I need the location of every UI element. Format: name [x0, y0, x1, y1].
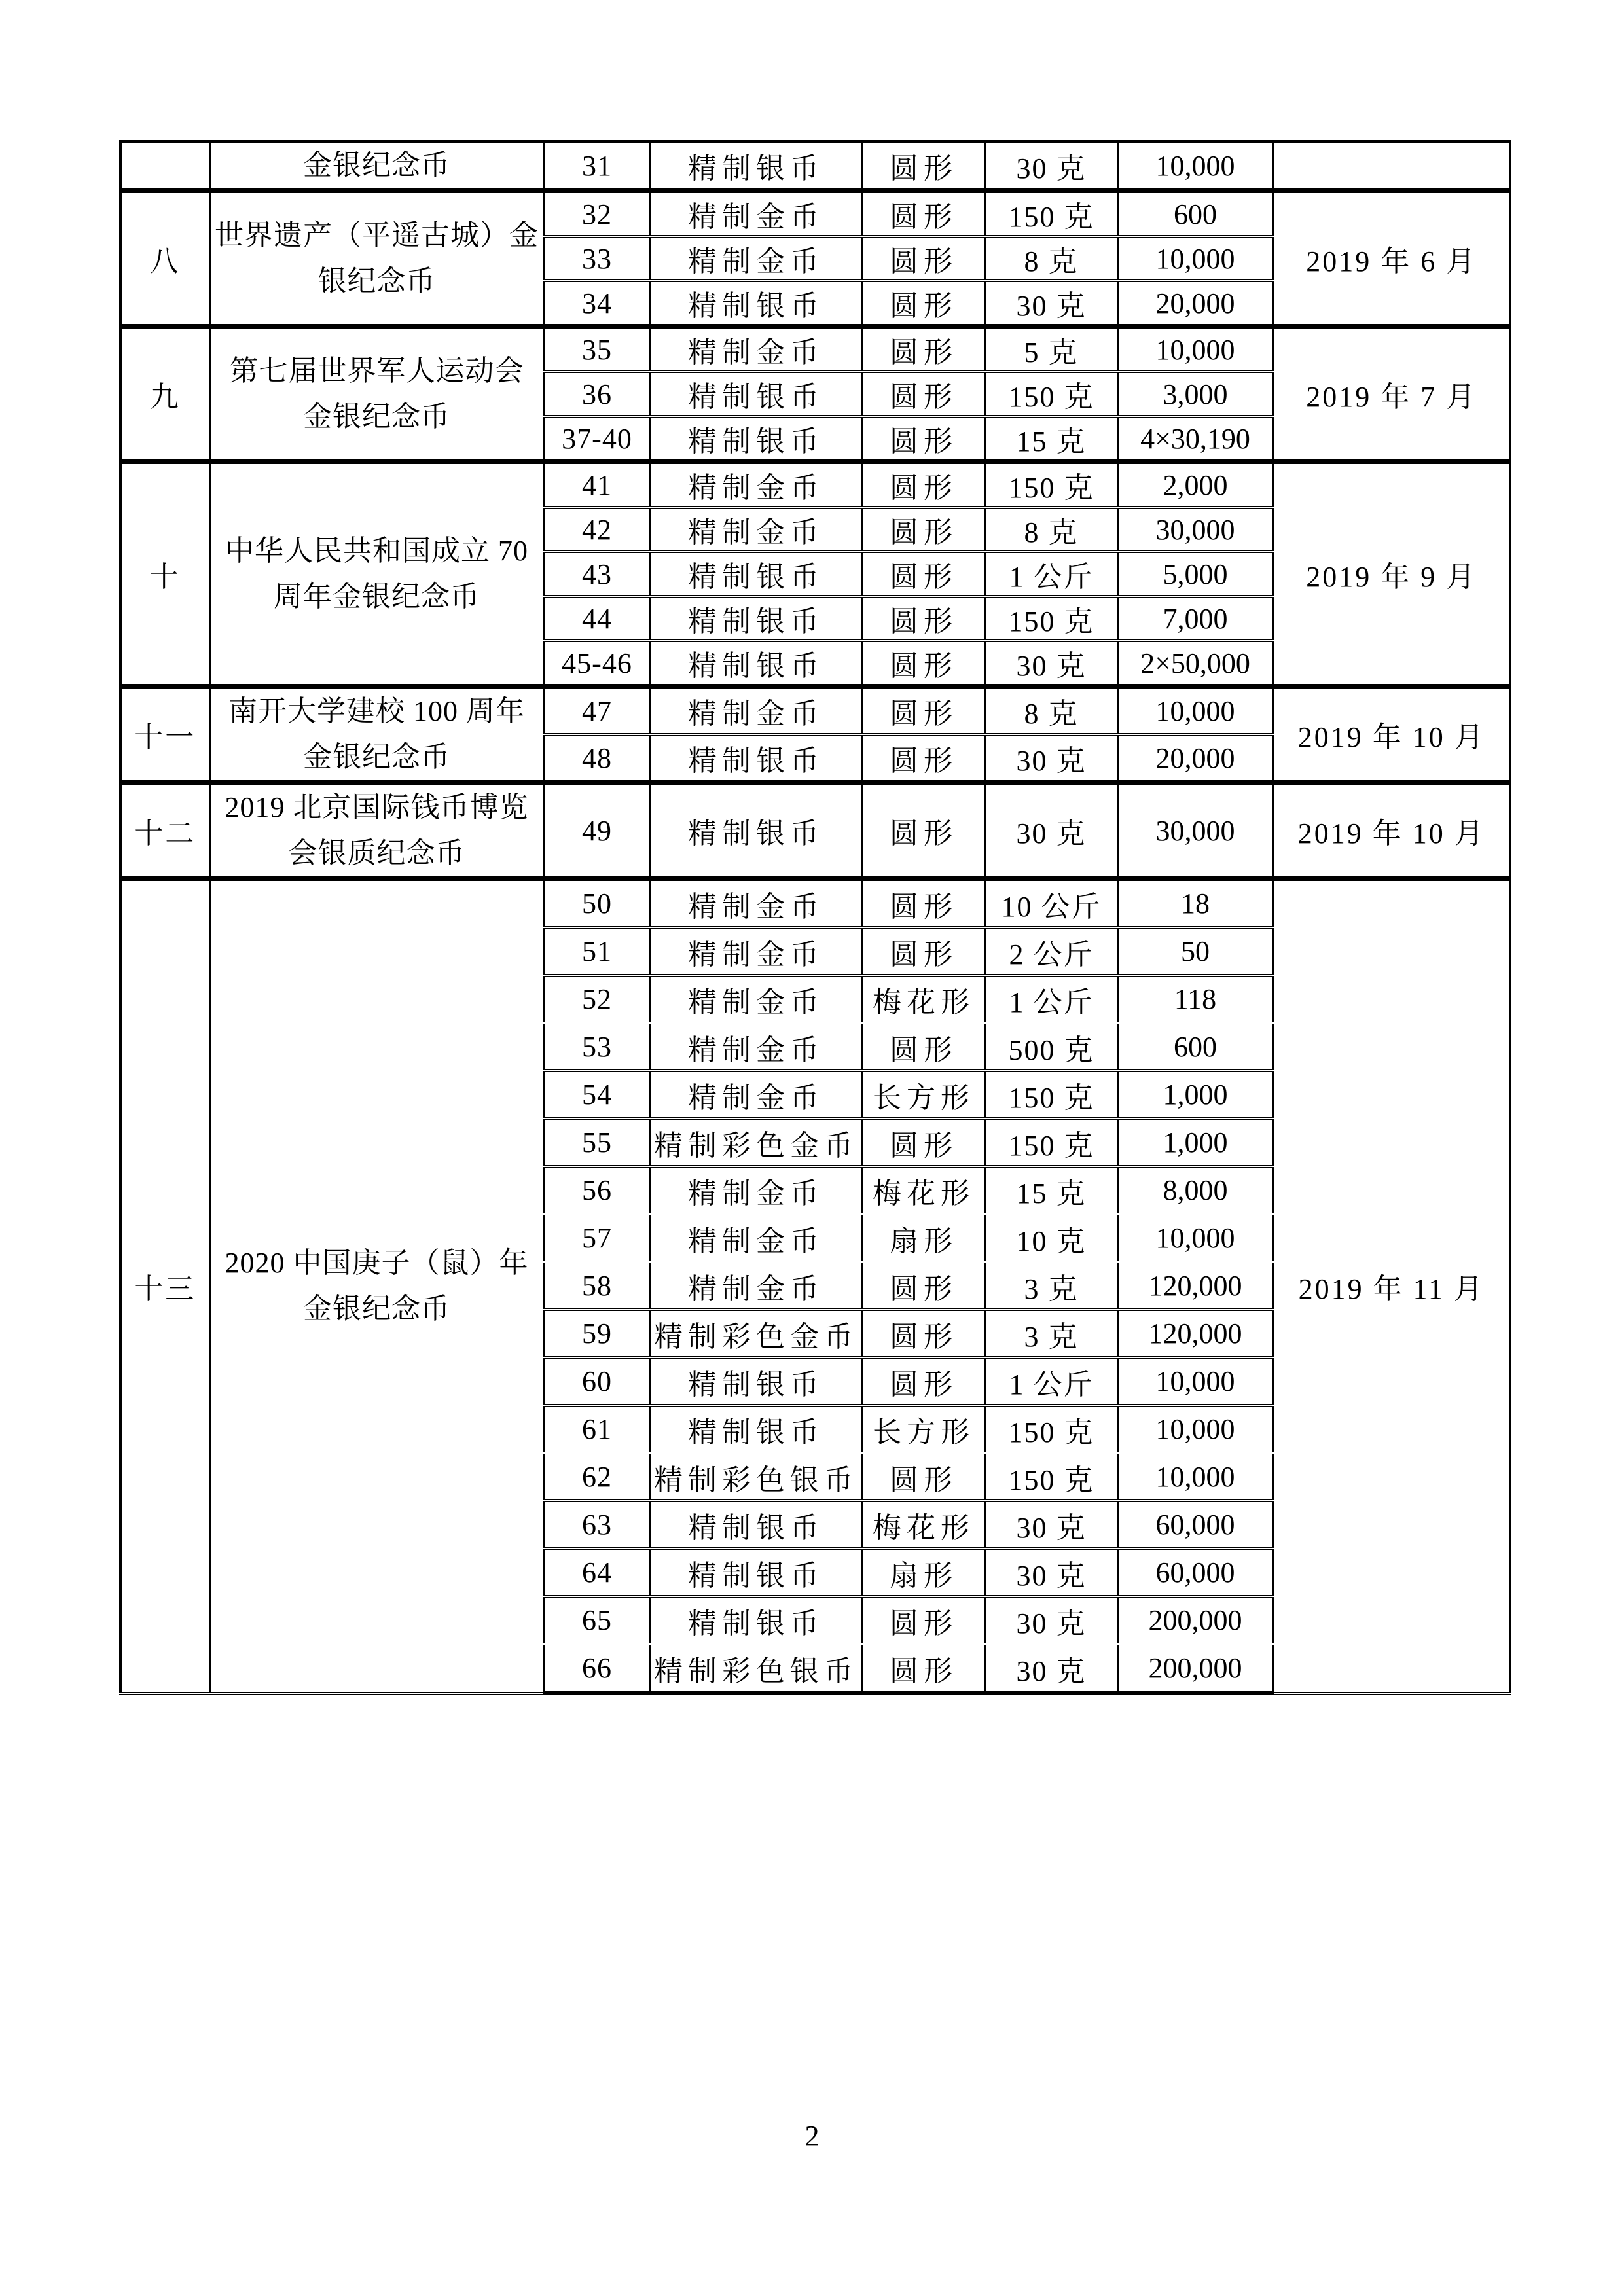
shape-cell: 圆形	[862, 879, 985, 928]
serial-cell: 41	[544, 462, 650, 508]
weight-cell: 500 克	[985, 1023, 1117, 1071]
type-cell: 精制银币	[650, 281, 862, 327]
type-cell: 精制金币	[650, 879, 862, 928]
weight-cell: 15 克	[985, 416, 1117, 462]
serial-cell: 63	[544, 1501, 650, 1549]
shape-cell: 圆形	[862, 641, 985, 687]
mintage-cell: 10,000	[1117, 1453, 1273, 1501]
type-cell: 精制金币	[650, 236, 862, 281]
mintage-cell: 118	[1117, 975, 1273, 1023]
weight-cell: 1 公斤	[985, 975, 1117, 1023]
serial-cell: 66	[544, 1644, 650, 1693]
type-cell: 精制金币	[650, 1262, 862, 1310]
project-cell	[209, 687, 544, 783]
weight-cell: 30 克	[985, 1501, 1117, 1549]
type-cell: 精制金币	[650, 1166, 862, 1214]
weight-cell: 15 克	[985, 1166, 1117, 1214]
serial-cell: 56	[544, 1166, 650, 1214]
type-cell: 精制金币	[650, 1023, 862, 1071]
date-cell	[1273, 141, 1510, 191]
mintage-cell: 120,000	[1117, 1262, 1273, 1310]
mintage-cell: 600	[1117, 1023, 1273, 1071]
type-cell: 精制银币	[650, 1405, 862, 1453]
weight-cell: 30 克	[985, 641, 1117, 687]
page-number: 2	[804, 2120, 820, 2152]
mintage-cell: 20,000	[1117, 281, 1273, 327]
weight-cell: 150 克	[985, 1405, 1117, 1453]
type-cell: 精制金币	[650, 507, 862, 552]
shape-cell: 圆形	[862, 141, 985, 191]
mintage-cell: 4×30,190	[1117, 416, 1273, 462]
mintage-cell: 30,000	[1117, 783, 1273, 879]
type-cell: 精制银币	[650, 596, 862, 641]
serial-cell: 35	[544, 327, 650, 372]
shape-cell: 梅花形	[862, 975, 985, 1023]
coin-table-body	[120, 141, 1510, 1693]
mintage-cell: 10,000	[1117, 327, 1273, 372]
weight-cell: 2 公斤	[985, 927, 1117, 975]
mintage-cell: 10,000	[1117, 1214, 1273, 1262]
serial-cell: 36	[544, 372, 650, 416]
shape-cell: 圆形	[862, 327, 985, 372]
weight-cell: 1 公斤	[985, 552, 1117, 596]
mintage-cell: 10,000	[1117, 687, 1273, 735]
section-cell: 十二	[120, 783, 209, 879]
type-cell: 精制金币	[650, 191, 862, 237]
weight-cell: 150 克	[985, 191, 1117, 237]
type-cell: 精制银币	[650, 552, 862, 596]
weight-cell: 30 克	[985, 1549, 1117, 1596]
weight-cell: 3 克	[985, 1310, 1117, 1357]
shape-cell: 圆形	[862, 1596, 985, 1644]
mintage-cell: 10,000	[1117, 236, 1273, 281]
serial-cell: 34	[544, 281, 650, 327]
weight-cell: 150 克	[985, 462, 1117, 508]
project-cell	[209, 191, 544, 327]
serial-cell: 52	[544, 975, 650, 1023]
shape-cell: 长方形	[862, 1071, 985, 1119]
table-row	[120, 687, 1510, 735]
coin-issuance-table	[119, 140, 1511, 1695]
table-row	[120, 783, 1510, 879]
project-line: 周年金银纪念币	[274, 581, 480, 613]
type-cell: 精制彩色金币	[650, 1310, 862, 1357]
project-line: 世界遗产（平遥古城）金	[215, 219, 539, 251]
serial-cell: 48	[544, 734, 650, 783]
shape-cell: 圆形	[862, 281, 985, 327]
type-cell: 精制金币	[650, 327, 862, 372]
serial-cell: 49	[544, 783, 650, 879]
serial-cell: 44	[544, 596, 650, 641]
weight-cell: 10 公斤	[985, 879, 1117, 928]
mintage-cell: 200,000	[1117, 1644, 1273, 1693]
shape-cell: 圆形	[862, 687, 985, 735]
mintage-cell: 8,000	[1117, 1166, 1273, 1214]
mintage-cell: 60,000	[1117, 1549, 1273, 1596]
serial-cell: 53	[544, 1023, 650, 1071]
mintage-cell: 30,000	[1117, 507, 1273, 552]
serial-cell: 65	[544, 1596, 650, 1644]
shape-cell: 圆形	[862, 734, 985, 783]
project-cell	[209, 141, 544, 191]
section-cell	[120, 141, 209, 191]
type-cell: 精制银币	[650, 783, 862, 879]
project-line: 2019 北京国际钱币博览	[225, 791, 529, 823]
mintage-cell: 3,000	[1117, 372, 1273, 416]
shape-cell: 圆形	[862, 462, 985, 508]
type-cell: 精制彩色金币	[650, 1119, 862, 1166]
type-cell: 精制银币	[650, 1549, 862, 1596]
mintage-cell: 120,000	[1117, 1310, 1273, 1357]
shape-cell: 圆形	[862, 191, 985, 237]
project-cell	[209, 462, 544, 687]
type-cell: 精制金币	[650, 687, 862, 735]
type-cell: 精制彩色银币	[650, 1453, 862, 1501]
shape-cell: 圆形	[862, 416, 985, 462]
weight-cell: 5 克	[985, 327, 1117, 372]
mintage-cell: 200,000	[1117, 1596, 1273, 1644]
mintage-cell: 2×50,000	[1117, 641, 1273, 687]
shape-cell: 扇形	[862, 1214, 985, 1262]
serial-cell: 51	[544, 927, 650, 975]
serial-cell: 57	[544, 1214, 650, 1262]
shape-cell: 圆形	[862, 1023, 985, 1071]
weight-cell: 8 克	[985, 687, 1117, 735]
type-cell: 精制银币	[650, 1501, 862, 1549]
type-cell: 精制金币	[650, 1071, 862, 1119]
mintage-cell: 10,000	[1117, 1357, 1273, 1405]
serial-cell: 50	[544, 879, 650, 928]
serial-cell: 47	[544, 687, 650, 735]
project-line: 中华人民共和国成立 70	[225, 535, 528, 567]
mintage-cell: 1,000	[1117, 1071, 1273, 1119]
shape-cell: 圆形	[862, 783, 985, 879]
type-cell: 精制金币	[650, 1214, 862, 1262]
shape-cell: 圆形	[862, 1119, 985, 1166]
weight-cell: 30 克	[985, 734, 1117, 783]
weight-cell: 30 克	[985, 141, 1117, 191]
weight-cell: 30 克	[985, 1644, 1117, 1693]
serial-cell: 60	[544, 1357, 650, 1405]
section-cell: 八	[120, 191, 209, 327]
mintage-cell: 50	[1117, 927, 1273, 975]
serial-cell: 58	[544, 1262, 650, 1310]
shape-cell: 扇形	[862, 1549, 985, 1596]
mintage-cell: 600	[1117, 191, 1273, 237]
shape-cell: 圆形	[862, 552, 985, 596]
section-cell: 十三	[120, 879, 209, 1693]
serial-cell: 32	[544, 191, 650, 237]
project-line: 2020 中国庚子（鼠）年	[225, 1247, 529, 1280]
serial-cell: 64	[544, 1549, 650, 1596]
table-row	[120, 879, 1510, 928]
type-cell: 精制银币	[650, 1357, 862, 1405]
shape-cell: 圆形	[862, 507, 985, 552]
serial-cell: 33	[544, 236, 650, 281]
serial-cell: 43	[544, 552, 650, 596]
weight-cell: 30 克	[985, 1596, 1117, 1644]
date-cell: 2019 年 10 月	[1273, 783, 1510, 879]
type-cell: 精制银币	[650, 141, 862, 191]
mintage-cell: 10,000	[1117, 141, 1273, 191]
project-line: 金银纪念币	[303, 149, 450, 181]
mintage-cell: 10,000	[1117, 1405, 1273, 1453]
serial-cell: 45-46	[544, 641, 650, 687]
date-cell: 2019 年 7 月	[1273, 327, 1510, 462]
weight-cell: 150 克	[985, 1453, 1117, 1501]
serial-cell: 37-40	[544, 416, 650, 462]
type-cell: 精制金币	[650, 975, 862, 1023]
serial-cell: 61	[544, 1405, 650, 1453]
shape-cell: 圆形	[862, 1453, 985, 1501]
section-cell: 十一	[120, 687, 209, 783]
shape-cell: 圆形	[862, 596, 985, 641]
shape-cell: 长方形	[862, 1405, 985, 1453]
table-row	[120, 327, 1510, 372]
date-cell: 2019 年 9 月	[1273, 462, 1510, 687]
serial-cell: 62	[544, 1453, 650, 1501]
shape-cell: 圆形	[862, 236, 985, 281]
weight-cell: 8 克	[985, 236, 1117, 281]
mintage-cell: 7,000	[1117, 596, 1273, 641]
date-cell: 2019 年 6 月	[1273, 191, 1510, 327]
project-line: 金银纪念币	[303, 1293, 450, 1325]
serial-cell: 55	[544, 1119, 650, 1166]
project-line: 金银纪念币	[303, 741, 450, 773]
mintage-cell: 1,000	[1117, 1119, 1273, 1166]
weight-cell: 1 公斤	[985, 1357, 1117, 1405]
type-cell: 精制银币	[650, 416, 862, 462]
project-cell	[209, 879, 544, 1693]
shape-cell: 圆形	[862, 1644, 985, 1693]
weight-cell: 150 克	[985, 372, 1117, 416]
type-cell: 精制银币	[650, 734, 862, 783]
project-line: 银纪念币	[317, 265, 436, 297]
shape-cell: 圆形	[862, 927, 985, 975]
shape-cell: 圆形	[862, 1262, 985, 1310]
shape-cell: 梅花形	[862, 1166, 985, 1214]
shape-cell: 圆形	[862, 1310, 985, 1357]
type-cell: 精制银币	[650, 372, 862, 416]
project-cell	[209, 783, 544, 879]
mintage-cell: 5,000	[1117, 552, 1273, 596]
section-cell: 十	[120, 462, 209, 687]
type-cell: 精制银币	[650, 1596, 862, 1644]
weight-cell: 150 克	[985, 1071, 1117, 1119]
shape-cell: 圆形	[862, 372, 985, 416]
weight-cell: 3 克	[985, 1262, 1117, 1310]
project-line: 第七届世界军人运动会	[229, 355, 524, 387]
serial-cell: 42	[544, 507, 650, 552]
mintage-cell: 2,000	[1117, 462, 1273, 508]
serial-cell: 54	[544, 1071, 650, 1119]
weight-cell: 10 克	[985, 1214, 1117, 1262]
mintage-cell: 20,000	[1117, 734, 1273, 783]
serial-cell: 59	[544, 1310, 650, 1357]
table-row	[120, 141, 1510, 191]
mintage-cell: 18	[1117, 879, 1273, 928]
mintage-cell: 60,000	[1117, 1501, 1273, 1549]
table-row	[120, 462, 1510, 508]
project-cell	[209, 327, 544, 462]
project-line: 金银纪念币	[303, 401, 450, 433]
weight-cell: 30 克	[985, 783, 1117, 879]
project-line: 南开大学建校 100 周年	[228, 695, 525, 727]
weight-cell: 150 克	[985, 1119, 1117, 1166]
date-cell: 2019 年 10 月	[1273, 687, 1510, 783]
weight-cell: 8 克	[985, 507, 1117, 552]
type-cell: 精制金币	[650, 927, 862, 975]
shape-cell: 梅花形	[862, 1501, 985, 1549]
type-cell: 精制银币	[650, 641, 862, 687]
type-cell: 精制金币	[650, 462, 862, 508]
shape-cell: 圆形	[862, 1357, 985, 1405]
weight-cell: 150 克	[985, 596, 1117, 641]
weight-cell: 30 克	[985, 281, 1117, 327]
serial-cell: 31	[544, 141, 650, 191]
date-cell: 2019 年 11 月	[1273, 879, 1510, 1693]
type-cell: 精制彩色银币	[650, 1644, 862, 1693]
table-row	[120, 191, 1510, 237]
section-cell: 九	[120, 327, 209, 462]
project-line: 会银质纪念币	[288, 837, 465, 869]
